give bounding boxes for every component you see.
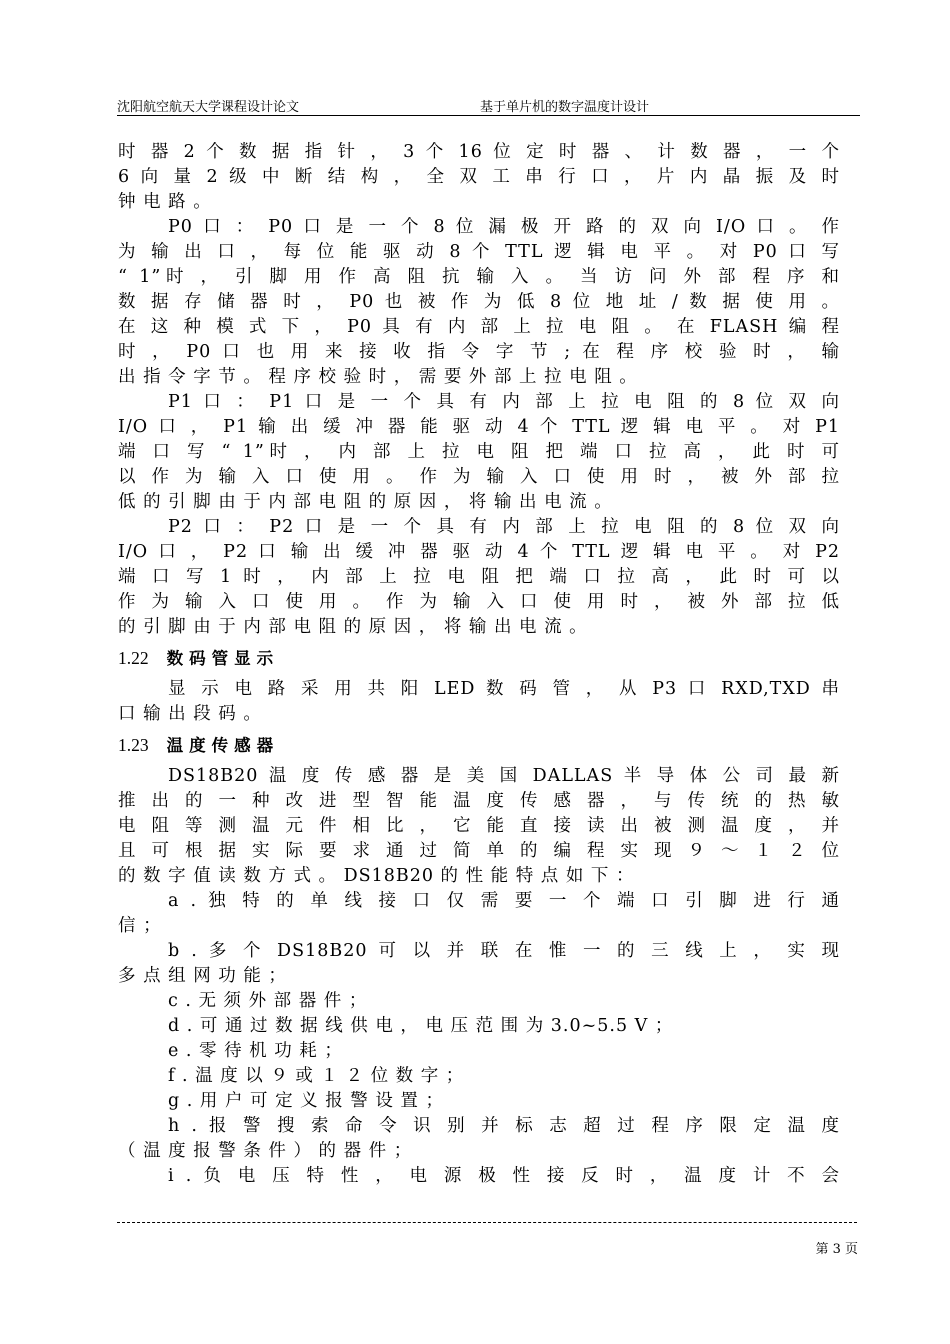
footer-rule [117, 1222, 857, 1223]
text-line: 的 数 字 值 读 数 方 式 。 DS18B20 的 性 能 特 点 如 下 ： [118, 866, 635, 886]
text-line: （ 温 度 报 警 条 件 ） 的 器 件 ； [118, 1141, 413, 1161]
text-line: 显 示 电 路 采 用 共 阳 LED 数 码 管 ， 从 P3 口 RXD,TXD 串 [168, 679, 840, 699]
text-line: 电 阻 等 测 温 元 件 相 比 ， 它 能 直 接 读 出 被 测 温 度 ， 并 [118, 816, 840, 836]
header-left-title: 沈阳航空航天大学课程设计论文 [117, 100, 300, 115]
text-line: P2 口 ： P2 口 是 一 个 具 有 内 部 上 拉 电 阻 的 8 位 双 向 [168, 517, 840, 537]
text-line: 出 指 令 字 节 。 程 序 校 验 时 ， 需 要 外 部 上 拉 电 阻 。 [118, 367, 638, 387]
page-number: 第 3 页 [815, 1242, 858, 1257]
text-line: 的 引 脚 由 于 内 部 电 阻 的 原 因 ， 将 输 出 电 流 。 [118, 617, 588, 637]
text-line: 口 输 出 段 码 。 [118, 704, 262, 724]
text-line: 时 器 2 个 数 据 指 针 ， 3 个 16 位 定 时 器 、 计 数 器 ， 一 个 [118, 142, 840, 162]
text-line: 多 点 组 网 功 能 ； [118, 966, 287, 986]
text-line: 以 作 为 输 入 口 使 用 。 作 为 输 入 口 使 用 时 ， 被 外 部 拉 [118, 467, 840, 487]
text-line: h . 报 警 搜 索 命 令 识 别 并 标 志 超 过 程 序 限 定 温 度 [168, 1116, 840, 1136]
section-number: 1.22 [118, 648, 149, 668]
text-line: g . 用 户 可 定 义 报 警 设 置 ； [168, 1091, 444, 1111]
text-line: 端 口 写 “ 1”时 ， 内 部 上 拉 电 阻 把 端 口 拉 高 ， 此 时 可 [118, 442, 840, 462]
text-line: i . 负 电 压 特 性 ， 电 源 极 性 接 反 时 ， 温 度 计 不 会 [168, 1166, 840, 1186]
section-number: 1.23 [118, 735, 149, 755]
header-rule [117, 115, 860, 116]
text-line: 钟 电 路 。 [118, 192, 212, 212]
text-line: “ 1”时 ， 引 脚 用 作 高 阻 抗 输 入 。 当 访 问 外 部 程 序 和 [118, 267, 840, 287]
text-line: f . 温 度 以 ９ 或 １ ２ 位 数 字 ； [168, 1066, 465, 1086]
section-heading [118, 733, 840, 758]
text-line: P1 口 ： P1 口 是 一 个 具 有 内 部 上 拉 电 阻 的 8 位 双 向 [168, 392, 840, 412]
text-line: b . 多 个 DS18B20 可 以 并 联 在 惟 一 的 三 线 上 ， 实 现 [168, 941, 840, 961]
section-heading [118, 646, 840, 671]
text-line: 时 ， P0 口 也 用 来 接 收 指 令 字 节 ; 在 程 序 校 验 时 ， 输 [118, 342, 840, 362]
text-line: DS18B20 温 度 传 感 器 是 美 国 DALLAS 半 导 体 公 司 最 新 [168, 766, 840, 786]
text-line: 低 的 引 脚 由 于 内 部 电 阻 的 原 因 ， 将 输 出 电 流 。 [118, 492, 613, 512]
text-line: I/O 口 ， P1 输 出 缓 冲 器 能 驱 动 4 个 TTL 逻 辑 电 平 。 对 P1 [118, 417, 840, 437]
text-line: 推 出 的 一 种 改 进 型 智 能 温 度 传 感 器 ， 与 传 统 的 热 敏 [118, 791, 840, 811]
text-line: 作 为 输 入 口 使 用 。 作 为 输 入 口 使 用 时 ， 被 外 部 拉 低 [118, 592, 840, 612]
text-line: 6 向 量 2 级 中 断 结 构 ， 全 双 工 串 行 口 ， 片 内 晶 振 及 时 [118, 167, 840, 187]
text-line: a . 独 特 的 单 线 接 口 仅 需 要 一 个 端 口 引 脚 进 行 通 [168, 891, 840, 911]
text-line: 信 ； [118, 916, 162, 936]
text-line: c . 无 须 外 部 器 件 ； [168, 991, 368, 1011]
text-line: 且 可 根 据 实 际 要 求 通 过 简 单 的 编 程 实 现 ９ ～ １ ２ 位 [118, 841, 840, 861]
text-line: 在 这 种 模 式 下 ， P0 具 有 内 部 上 拉 电 阻 。 在 FLASH 编 程 [118, 317, 840, 337]
text-line: P0 口 ： P0 口 是 一 个 8 位 漏 极 开 路 的 双 向 I/O 口 。 作 [168, 217, 840, 237]
header-center-title: 基于单片机的数字温度计设计 [480, 100, 650, 115]
text-line: d . 可 通 过 数 据 线 供 电 ， 电 压 范 围 为 3.0~5.5 V ； [168, 1016, 674, 1036]
document-body [118, 140, 840, 1189]
text-line: 为 输 出 口 ， 每 位 能 驱 动 8 个 TTL 逻 辑 电 平 。 对 P0 口 写 [118, 242, 840, 262]
text-line: e . 零 待 机 功 耗 ； [168, 1041, 343, 1061]
section-title: 温度传感器 [166, 736, 280, 755]
section-title: 数码管显示 [166, 649, 280, 668]
text-line: I/O 口 ， P2 口 输 出 缓 冲 器 驱 动 4 个 TTL 逻 辑 电 平 。 对 P2 [118, 542, 840, 562]
text-line: 端 口 写 1 时 ， 内 部 上 拉 电 阻 把 端 口 拉 高 ， 此 时 可 以 [118, 567, 840, 587]
text-line: 数 据 存 储 器 时 ， P0 也 被 作 为 低 8 位 地 址 / 数 据 使 用 。 [118, 292, 840, 312]
